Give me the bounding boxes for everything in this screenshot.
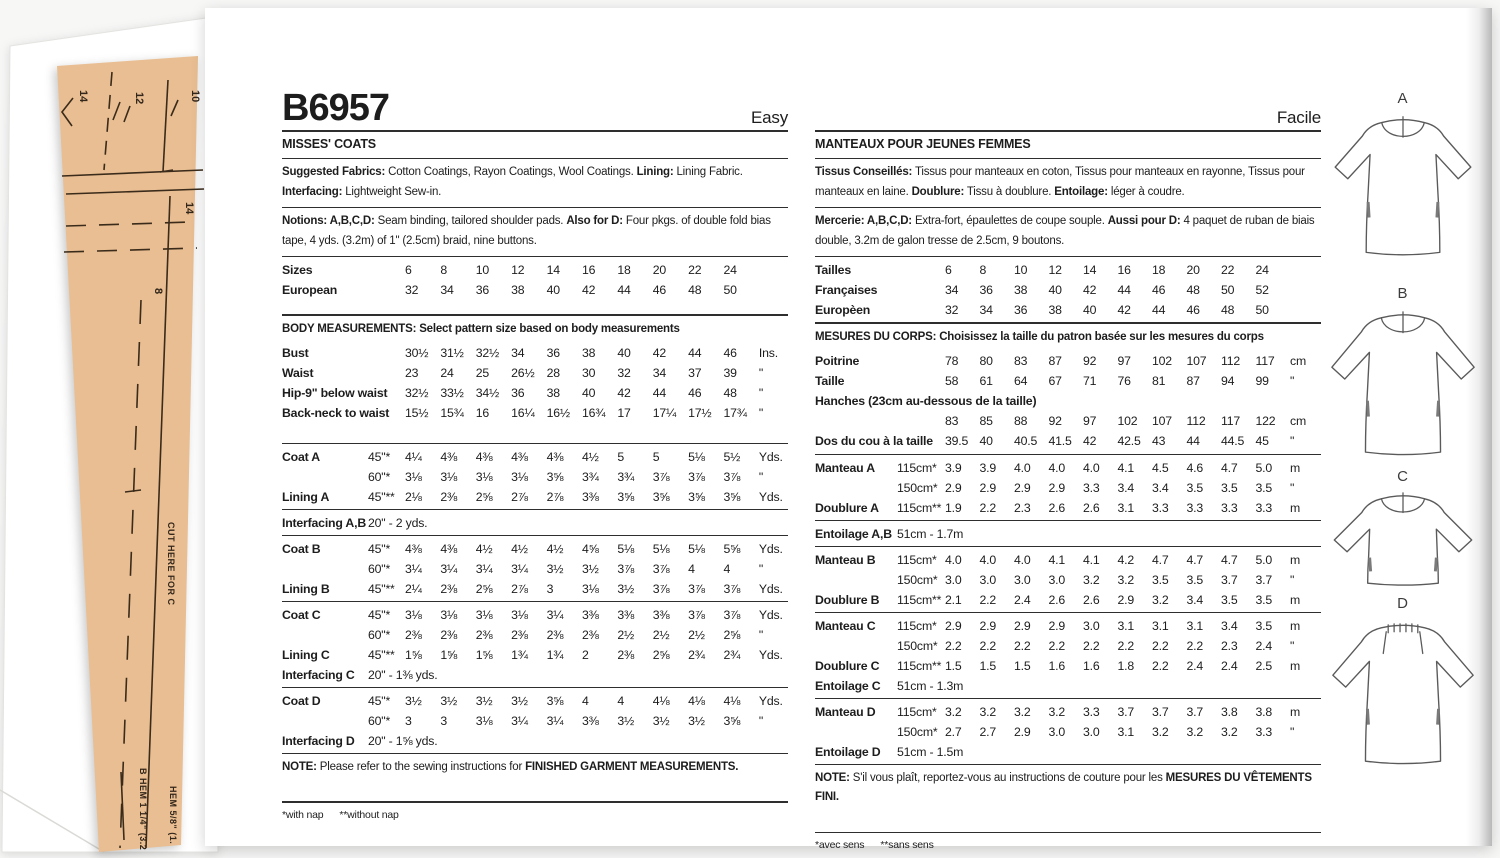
table-row: Entoilage D 51cm - 1.5m bbox=[815, 744, 964, 759]
divider bbox=[282, 256, 788, 257]
table-row: Coat A 45"* 4¼ 4⅜ 4⅜ 4⅜ 4⅜ 4½ 5 5 5⅛ 5½ Yds. bbox=[282, 449, 783, 464]
table-row: 60"* 3 3 3⅛ 3¼ 3¼ 3⅜ 3½ 3½ 3½ 3⅝ " bbox=[368, 713, 764, 728]
size-number: 10 bbox=[189, 90, 201, 103]
yardage-section bbox=[815, 524, 1321, 544]
coat-a-drawing bbox=[1328, 109, 1478, 264]
yardage-section bbox=[282, 513, 788, 533]
table-row: Manteau D 115cm* 3.2 3.2 3.2 3.2 3.3 3.7 3.7 3.7 3.8 3.8 m bbox=[815, 704, 1301, 719]
table-row: Hanches (23cm au-dessous de la taille) bbox=[815, 393, 1037, 408]
table-row: 83 85 88 92 97 102 107 112 117 122 cm bbox=[945, 413, 1306, 428]
divider bbox=[815, 207, 1321, 208]
divider bbox=[282, 601, 788, 602]
divider bbox=[815, 130, 1321, 132]
table-row: European 32 34 36 38 40 42 44 46 48 50 bbox=[282, 283, 737, 297]
divider bbox=[815, 832, 1321, 834]
table-row: Françaises 34 36 38 40 42 44 46 48 50 52 bbox=[815, 283, 1269, 297]
divider bbox=[282, 753, 788, 754]
footnote-with-nap: *with nap bbox=[282, 808, 324, 821]
yardage-section bbox=[282, 447, 788, 507]
garment-title-en: MISSES' COATS bbox=[282, 137, 376, 151]
garment-view-d bbox=[1320, 595, 1485, 772]
garment-view-c bbox=[1320, 468, 1485, 591]
table-row: 60"* 3⅛ 3⅛ 3⅛ 3⅛ 3⅝ 3¾ 3¾ 3⅞ 3⅞ 3⅞ " bbox=[368, 469, 764, 484]
size-number: 14 bbox=[77, 90, 89, 103]
view-label-a: A bbox=[1397, 90, 1408, 107]
footnote-fr bbox=[815, 839, 1321, 851]
table-row: Waist 23 24 25 26½ 28 30 32 34 37 39 " bbox=[282, 365, 764, 380]
body-measurements-table-en bbox=[282, 343, 788, 423]
table-row: Coat B 45"* 4⅜ 4⅜ 4½ 4½ 4½ 4⅝ 5⅛ 5⅛ 5⅛ 5⅝ Yds. bbox=[282, 541, 783, 556]
view-label-c: C bbox=[1397, 468, 1408, 485]
table-row: Manteau A 115cm* 3.9 3.9 4.0 4.0 4.0 4.1 4.5 4.6 4.7 5.0 m bbox=[815, 460, 1301, 475]
footnote-without-nap: **without nap bbox=[339, 808, 399, 821]
yardage-section bbox=[815, 616, 1321, 696]
notions-paragraph-fr: Mercerie: A,B,C,D: Extra-fort, épaulettes de coupe souple. Aussi pour D: 4 paquet de ruban de biais double, 3.2m de galon tresse de 2.5cm, 9 boutons. bbox=[815, 215, 1315, 247]
table-row: Lining C 45"** 1⅝ 1⅝ 1⅝ 1¾ 1¾ 2 2⅜ 2⅝ 2¾ 2¾ Yds. bbox=[282, 647, 783, 662]
fabrics-paragraph-en: Suggested Fabrics: Cotton Coatings, Rayon Coatings, Wool Coatings. Lining: Lining Fabric. Interfacing: Lightweight Sew-in. bbox=[282, 166, 743, 198]
divider bbox=[815, 520, 1321, 521]
table-row: Coat C 45"* 3⅛ 3⅛ 3⅛ 3⅛ 3¼ 3⅜ 3⅜ 3⅜ 3⅞ 3⅞ Yds. bbox=[282, 607, 783, 622]
yardage-table-en bbox=[282, 447, 788, 754]
yardage-section bbox=[282, 605, 788, 685]
yardage-section bbox=[282, 691, 788, 751]
size-table-en bbox=[282, 260, 788, 300]
divider bbox=[815, 322, 1321, 324]
table-row: Taille 58 61 64 67 71 76 81 87 94 99 " bbox=[815, 373, 1295, 388]
yardage-section bbox=[282, 539, 788, 599]
divider bbox=[815, 612, 1321, 613]
table-row: Sizes 6 8 10 12 14 16 18 20 22 24 bbox=[282, 263, 737, 277]
divider bbox=[815, 454, 1321, 455]
coat-c-drawing bbox=[1328, 487, 1478, 591]
body-measurements-heading-en: BODY MEASUREMENTS: Select pattern size based on body measurements bbox=[282, 323, 680, 335]
view-label-d: D bbox=[1397, 595, 1408, 612]
fabrics-paragraph-fr: Tissus Conseillés: Tissus pour manteaux en coton, Tissus pour manteaux en rayonne, Tissus pour manteaux en laine. Doublure: Tissu à doublure. Entoilage: léger à coudre. bbox=[815, 166, 1305, 198]
body-measurements-table-fr bbox=[815, 351, 1321, 451]
hem-label: B HEM 1 1/4" (3.2 bbox=[138, 768, 148, 851]
notions-paragraph-en: Notions: A,B,C,D: Seam binding, tailored shoulder pads. Also for D: Four pkgs. of double fold bias tape, 4 yds. (3.2m) of 1" (2.5cm) braid, nine buttons. bbox=[282, 215, 771, 247]
cut-here-label: CUT HERE FOR C bbox=[166, 522, 176, 606]
size-number: 14 bbox=[183, 202, 195, 215]
divider bbox=[282, 801, 788, 803]
yardage-section bbox=[815, 458, 1321, 518]
divider bbox=[282, 535, 788, 536]
size-table-fr bbox=[815, 260, 1321, 320]
table-row: Dos du cou à la taille 39.5 40 40.5 41.5 42 42.5 43 44 44.5 45 " bbox=[815, 433, 1295, 448]
size-number: 12 bbox=[133, 92, 145, 105]
footnote-sans-sens: **sans sens bbox=[880, 839, 934, 851]
table-row: Lining A 45"** 2⅛ 2⅜ 2⅝ 2⅞ 2⅞ 3⅜ 3⅝ 3⅝ 3⅝ 3⅝ Yds. bbox=[282, 489, 783, 504]
table-row: Interfacing C 20" - 1⅜ yds. bbox=[282, 667, 438, 682]
table-row: 150cm* 3.0 3.0 3.0 3.0 3.2 3.2 3.5 3.5 3.7 3.7 " bbox=[897, 572, 1295, 587]
divider bbox=[815, 256, 1321, 257]
table-row: Back-neck to waist 15½ 15¾ 16 16¼ 16½ 16¾ 17 17¼ 17½ 17¾ " bbox=[282, 405, 764, 420]
table-row: Doublure A 115cm** 1.9 2.2 2.3 2.6 2.6 3.1 3.3 3.3 3.3 3.3 m bbox=[815, 500, 1301, 515]
pattern-number: B6957 bbox=[282, 87, 389, 129]
yardage-section bbox=[815, 702, 1321, 762]
view-label-b: B bbox=[1397, 285, 1408, 302]
instruction-sheet bbox=[205, 8, 1492, 851]
divider bbox=[282, 443, 788, 444]
hem-label: HEM 5/8" (1. bbox=[168, 786, 178, 845]
divider bbox=[282, 509, 788, 510]
table-row: Hip-9" below waist 32½ 33½ 34½ 36 38 40 42 44 46 48 " bbox=[282, 385, 764, 400]
table-row: Interfacing D 20" - 1⅝ yds. bbox=[282, 733, 438, 748]
garment-title-fr: MANTEAUX POUR JEUNES FEMMES bbox=[815, 137, 1031, 151]
note-paragraph-en: NOTE: Please refer to the sewing instructions for FINISHED GARMENT MEASUREMENTS. bbox=[282, 760, 739, 773]
size-number: 8 bbox=[152, 288, 164, 295]
difficulty-label-en: Easy bbox=[751, 108, 788, 127]
table-row: Interfacing A,B 20" - 2 yds. bbox=[282, 515, 428, 530]
table-row: Tailles 6 8 10 12 14 16 18 20 22 24 bbox=[815, 263, 1269, 277]
garment-view-a bbox=[1320, 90, 1485, 264]
divider bbox=[815, 158, 1321, 159]
note-paragraph-fr: NOTE: S'il vous plaît, reportez-vous au instructions de couture pour les MESURES DU VÊTEMENTS FINI. bbox=[815, 771, 1312, 803]
divider bbox=[815, 698, 1321, 699]
yardage-section bbox=[815, 550, 1321, 610]
table-row: 150cm* 2.7 2.7 2.9 3.0 3.0 3.1 3.2 3.2 3.2 3.3 " bbox=[897, 724, 1295, 739]
coat-d-drawing bbox=[1328, 614, 1478, 772]
table-row: Manteau C 115cm* 2.9 2.9 2.9 2.9 3.0 3.1 3.1 3.1 3.4 3.5 m bbox=[815, 618, 1301, 633]
coat-b-drawing bbox=[1328, 304, 1478, 462]
table-row: 150cm* 2.9 2.9 2.9 2.9 3.3 3.4 3.4 3.5 3.5 3.5 " bbox=[897, 480, 1295, 495]
yardage-table-fr bbox=[815, 458, 1321, 765]
header-row-fr bbox=[815, 80, 1321, 128]
french-column bbox=[815, 80, 1321, 851]
table-row: 150cm* 2.2 2.2 2.2 2.2 2.2 2.2 2.2 2.2 2.3 2.4 " bbox=[897, 638, 1295, 653]
table-row: 60"* 2⅜ 2⅜ 2⅜ 2⅜ 2⅜ 2⅜ 2½ 2½ 2½ 2⅝ " bbox=[368, 627, 764, 642]
table-row: Doublure C 115cm** 1.5 1.5 1.5 1.6 1.6 1.8 2.2 2.4 2.4 2.5 m bbox=[815, 658, 1301, 673]
divider bbox=[815, 546, 1321, 547]
divider bbox=[815, 764, 1321, 765]
divider bbox=[282, 687, 788, 688]
header-row-en bbox=[282, 80, 788, 128]
table-row: Poitrine 78 80 83 87 92 97 102 107 112 117 cm bbox=[815, 353, 1306, 368]
divider bbox=[282, 207, 788, 208]
divider bbox=[282, 158, 788, 159]
divider bbox=[282, 130, 788, 132]
english-column bbox=[282, 80, 788, 821]
table-row: Manteau B 115cm* 4.0 4.0 4.0 4.1 4.1 4.2 4.7 4.7 4.7 5.0 m bbox=[815, 552, 1301, 567]
table-row: Bust 30½ 31½ 32½ 34 36 38 40 42 44 46 Ins. bbox=[282, 345, 778, 360]
body-measurements-heading-fr: MESURES DU CORPS: Choisissez la taille du patron basée sur les mesures du corps bbox=[815, 331, 1264, 343]
table-row: Coat D 45"* 3½ 3½ 3½ 3½ 3⅝ 4 4 4⅛ 4⅛ 4⅛ Yds. bbox=[282, 693, 783, 708]
table-row: Entoilage C 51cm - 1.3m bbox=[815, 678, 964, 693]
table-row: Lining B 45"** 2¼ 2⅜ 2⅝ 2⅞ 3 3⅛ 3½ 3⅞ 3⅞ 3⅞ Yds. bbox=[282, 581, 783, 596]
footnote-en bbox=[282, 809, 788, 821]
divider bbox=[282, 314, 788, 316]
garment-view-b bbox=[1320, 285, 1485, 462]
difficulty-label-fr: Facile bbox=[1276, 108, 1321, 127]
table-row: Doublure B 115cm** 2.1 2.2 2.4 2.6 2.6 2.9 3.2 3.4 3.5 3.5 m bbox=[815, 592, 1301, 607]
table-row: Entoilage A,B 51cm - 1.7m bbox=[815, 526, 964, 541]
footnote-avec-sens: *avec sens bbox=[815, 839, 865, 851]
table-row: Europèen 32 34 36 38 40 42 44 46 48 50 bbox=[815, 303, 1269, 317]
table-row: 60"* 3¼ 3¼ 3¼ 3¼ 3½ 3½ 3⅞ 3⅞ 4 4 " bbox=[368, 561, 764, 576]
